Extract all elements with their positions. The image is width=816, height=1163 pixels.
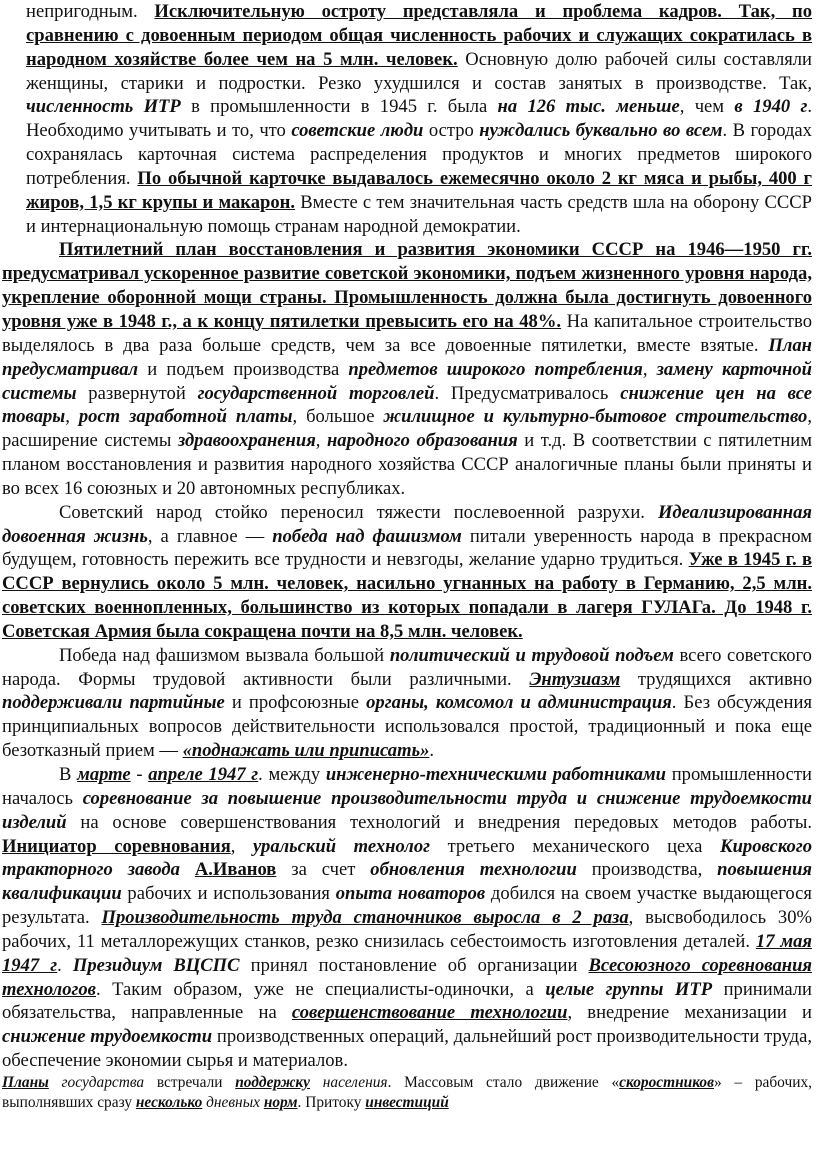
- p6-text-run: несколько: [135, 1093, 203, 1111]
- p5-text-run: принял постановление об организации: [239, 954, 589, 976]
- p1-text-run: в 1940 г: [734, 96, 808, 118]
- p2-text-run: государственной торговлей: [197, 382, 435, 404]
- p5-text-run: производства,: [576, 859, 718, 881]
- p2-text-run: и подъем производства: [138, 358, 349, 380]
- p2-text-run: ,: [642, 358, 657, 380]
- p1-text-run: на 126 тыс. меньше: [497, 96, 680, 118]
- p4-text-run: органы, комсомол и администрация: [366, 692, 672, 714]
- p3-text-run: Советский народ стойко переносил тяжести послевоенной разрухи.: [59, 501, 658, 523]
- p2-text-run: План предусматривал: [2, 334, 812, 380]
- p5-text-run: опыта новаторов: [335, 883, 486, 905]
- p4-text-run: всего советского народа. Формы трудовой активности были различными.: [2, 644, 812, 690]
- p5-text-run: . между: [258, 764, 326, 785]
- p1-text-run: численность ИТР: [26, 96, 181, 118]
- p5-text-run: совершенствование технологии: [291, 1002, 568, 1024]
- p4-text-run: политический и трудовой подъем: [389, 644, 674, 666]
- p1-text-run: остро: [423, 120, 480, 142]
- p5-text-run: , внедрение механизации и: [567, 1002, 813, 1024]
- p5-text-run: 17 мая 1947 г: [2, 930, 812, 976]
- p5-text-run: марте: [77, 764, 131, 785]
- p6-text-run: . Притоку: [297, 1093, 366, 1111]
- p5-text-run: третьего механического цеха: [430, 835, 720, 857]
- p1-text-run: По обычной карточке выдавалось ежемесячно около 2 кг мяса и рыбы, 400 г жиров, 1,5 кг крупы и макарон.: [26, 167, 812, 213]
- p5-text-run: -: [130, 764, 149, 785]
- p5-text-run: промышленности началось: [2, 764, 812, 809]
- p5-text-run: соревнование за повышение производительности труда и снижение трудоемкости изделий: [2, 787, 812, 833]
- p2-text-run: снижение цен на все товары: [2, 382, 812, 428]
- p4-text-run: и профсоюзные: [224, 692, 367, 714]
- p2-text-run: жилищное и культурно-бытовое строительство: [383, 406, 808, 428]
- p5-text-run: . Таким образом, уже не специалисты-одиночки, а: [96, 978, 546, 1000]
- p2-text-run: и т.д. В соответствии с пятилетним планом восстановления и развития народного хозяйства СССР аналогичные планы были приняты и во всех 16 союзных и 20 автономных республиках.: [2, 430, 813, 499]
- p6-text-run: государства: [61, 1073, 145, 1091]
- p2-text-run: замену карточной системы: [2, 358, 813, 404]
- p3-text-run: Идеализированная довоенная жизнь: [2, 501, 812, 547]
- p3-text-run: , а главное —: [147, 525, 273, 547]
- p1-text-run: нуждались буквально во всем: [479, 120, 723, 142]
- p2-text-run: , большое: [292, 406, 384, 428]
- p5-text-run: , высвободилось 30% рабочих, 11 металлорежущих станков, резко снизилась себестоимость изготовления деталей.: [2, 907, 813, 952]
- paragraph-labor-enthusiasm: [2, 644, 812, 763]
- p5-text-run: уральский технолог: [253, 835, 430, 857]
- p1-text-run: . В городах сохранялась карточная система распределения продуктов и многих предметов широкого потребления.: [26, 120, 812, 189]
- p3-text-run: Уже в 1945 г. в СССР вернулись около 5 млн. человек, насильно угнанных на работу в Германию, 2,5 млн. советских военнопленных, большинство из которых попадали в лагеря ГУЛАГа. До 1948 г. Советская Армия была сокращена почти на 8,5 млн. человек.: [2, 549, 812, 642]
- p6-text-run: Планы: [2, 1073, 49, 1091]
- p1-text-run: советские люди: [291, 120, 424, 142]
- p6-text-run: » – рабочих, выполнявших сразу: [2, 1073, 812, 1111]
- p2-text-run: ,: [65, 406, 79, 428]
- p5-text-run: на основе совершенствования технологий и внедрения передовых методов работы.: [66, 811, 812, 833]
- p2-text-run: , расширение системы: [2, 406, 812, 452]
- p4-text-run: трудящихся активно: [620, 668, 812, 690]
- p4-text-run: .: [429, 740, 435, 762]
- p4-text-run: Победа над фашизмом вызвала большой: [59, 644, 390, 666]
- p5-text-run: ,: [230, 835, 254, 857]
- p5-text-run: снижение трудоемкости: [2, 1026, 213, 1048]
- p2-text-run: На капитальное строительство выделялось в два раза больше средств, чем за все довоенные пятилетки, вместе взятые.: [2, 310, 812, 356]
- p5-text-run: целые группы ИТР: [545, 978, 713, 1000]
- p6-text-run: . Массовым стало движение «: [387, 1073, 620, 1091]
- p5-text-run: Производительность труда станочников выросла в 2 раза: [101, 907, 629, 929]
- p1-text-run: . Необходимо учитывать и то, что: [26, 96, 812, 142]
- p6-text-run: инвестиций: [365, 1093, 449, 1111]
- p2-text-run: народного образования: [326, 430, 518, 452]
- p2-text-run: ,: [315, 430, 327, 452]
- p2-text-run: здравоохранения: [177, 430, 316, 452]
- p2-text-run: Пятилетний план восстановления и развития экономики СССР на 1946—1950 гг. предусматривал ускоренное развитие советской экономики, подъем жизненного уровня народа, укрепление оборонной мощи страны. Промышленность должна была достигнуть довоенного уровня уже в 1948 г., а к концу пятилетки превысить его на 48%.: [2, 239, 812, 332]
- p6-text-run: поддержку: [235, 1073, 311, 1091]
- p1-text-run: Основную долю рабочей силы составляли женщины, старики и подростки. Резко ухудшился и состав занятых в производстве. Так,: [26, 48, 813, 94]
- p5-text-run: принимали обязательства, направленные на: [2, 978, 812, 1024]
- paragraph-personnel-shortage: [26, 0, 812, 238]
- p4-text-run: Энтузиазм: [529, 668, 621, 690]
- p2-text-run: предметов широкого потребления: [348, 358, 643, 380]
- p4-text-run: . Без обсуждения принципиальных вопросов действительности использовался простой, традиционный и пока еще безотказный прием —: [2, 692, 812, 762]
- p6-text-run: дневных: [206, 1093, 260, 1111]
- paragraph-postwar-hardship: [2, 501, 812, 644]
- p5-text-run: Инициатор соревнования: [2, 835, 231, 857]
- p5-text-run: А.Иванов: [194, 859, 277, 881]
- p5-text-run: Кировского тракторного завода: [2, 835, 812, 881]
- p5-text-run: инженерно-техническими работниками: [325, 764, 667, 785]
- p5-text-run: Президиум ВЦСПС: [72, 954, 240, 976]
- p4-text-run: «поднажать или приписать»: [182, 740, 430, 762]
- p1-text-run: Исключительную остроту представляла и проблема кадров. Так, по сравнению с довоенным периодом общая численность рабочих и служащих сократилась в народном хозяйстве более чем на 5 млн. человек.: [26, 1, 813, 70]
- p5-text-run: добился на своем участке выдающегося результата.: [2, 883, 812, 929]
- p6-text-run: скоростников: [619, 1073, 714, 1091]
- p6-text-run: [310, 1074, 323, 1091]
- p5-text-run: за счет: [276, 859, 371, 881]
- p5-text-run: апреле 1947 г: [148, 764, 259, 785]
- p6-text-run: норм: [263, 1093, 298, 1111]
- p3-text-run: победа над фашизмом: [272, 525, 462, 547]
- p5-text-run: обновления технологии: [370, 859, 577, 881]
- p5-text-run: [180, 859, 195, 880]
- paragraph-technologist-competition: [2, 763, 812, 1073]
- p2-text-run: . Предусматривалось: [434, 382, 621, 404]
- p6-text-run: населения: [322, 1073, 388, 1091]
- p2-text-run: развернутой: [76, 382, 198, 404]
- p1-text-run: , чем: [679, 96, 735, 118]
- p6-text-run: [49, 1074, 62, 1091]
- p1-text-run: непригодным.: [26, 1, 155, 22]
- p2-text-run: рост заработной платы: [78, 406, 293, 428]
- p4-text-run: поддерживали партийные: [2, 692, 225, 714]
- p5-text-run: Всесоюзного соревнования технологов: [2, 954, 813, 1000]
- p5-text-run: повышения квалификации: [2, 859, 812, 905]
- p5-text-run: производственных операций, дальнейший рост производительности труда, обеспечение экономии сырья и материалов.: [2, 1026, 812, 1072]
- paragraph-five-year-plan: [2, 238, 812, 500]
- p5-text-run: .: [57, 954, 73, 976]
- paragraph-speed-workers: [2, 1073, 812, 1113]
- p1-text-run: Вместе с тем значительная часть средств шла на оборону СССР и интернациональную помощь странам народной демократии.: [26, 191, 812, 237]
- p3-text-run: питали уверенность народа в прекрасном будущем, готовность пережить все трудности и невзгоды, желание ударно трудиться.: [2, 525, 813, 571]
- p6-text-run: встречали: [144, 1073, 236, 1091]
- p5-text-run: В: [59, 764, 78, 785]
- p5-text-run: рабочих и использования: [121, 883, 336, 905]
- p1-text-run: в промышленности в 1945 г. была: [180, 96, 498, 118]
